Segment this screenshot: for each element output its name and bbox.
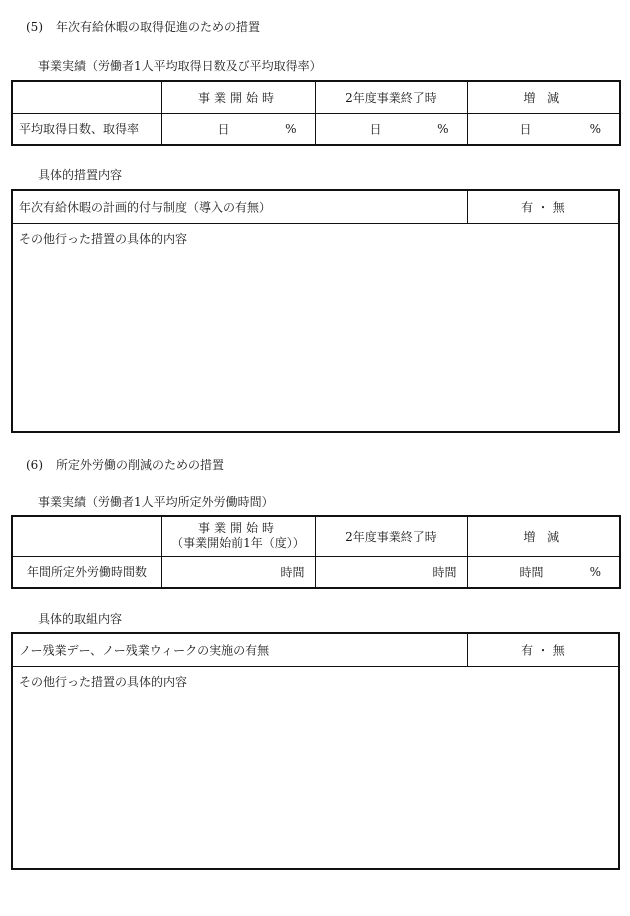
table-header-row (12, 81, 620, 113)
section5-number: (5) (26, 20, 43, 34)
unit-percent: % (437, 121, 449, 136)
unit-hours: 時間 (432, 565, 457, 580)
table-header-start-line1: 事業開始時 (197, 521, 278, 536)
table-row (12, 556, 620, 588)
unit-day: 日 (369, 122, 382, 137)
value-cell-change[interactable] (467, 113, 620, 145)
planned-leave-row (13, 191, 618, 224)
table-header-empty (12, 81, 161, 113)
unit-percent: % (589, 121, 601, 136)
table-header-end: 2年度事業終了時 (315, 516, 467, 556)
row-label-overtime-hours: 年間所定外労働時間数 (12, 556, 161, 588)
section6-results-caption: 事業実績（労働者1人平均所定外労働時間） (38, 495, 274, 509)
other-measures-label: その他行った措置の具体的内容 (19, 232, 188, 246)
table-header-start (161, 516, 315, 556)
value-cell-start[interactable] (161, 556, 315, 588)
section6-measures-caption: 具体的取組内容 (38, 612, 123, 626)
table-header-start-line2: （事業開始前1年（度）） (171, 536, 305, 551)
no-overtime-day-label: ノー残業デー、ノー残業ウィークの実施の有無 (19, 643, 270, 658)
yes-no-options[interactable]: 有 ・ 無 (521, 643, 565, 658)
table-header-end: 2年度事業終了時 (315, 81, 467, 113)
section5-results-caption: 事業実績（労働者1人平均取得日数及び平均取得率） (38, 59, 322, 73)
unit-percent: % (589, 564, 601, 579)
section5-measures-box (11, 189, 620, 433)
section5-results-table (11, 80, 621, 146)
section6-measures-box (11, 632, 620, 870)
planned-leave-label: 年次有給休暇の計画的付与制度（導入の有無） (19, 200, 272, 215)
section6-title: 所定外労働の削減のための措置 (56, 458, 225, 472)
table-header-empty (12, 516, 161, 556)
table-header-row (12, 516, 620, 556)
section5-measures-caption: 具体的措置内容 (38, 168, 123, 182)
value-cell-start[interactable] (161, 113, 315, 145)
table-header-change: 増 減 (467, 81, 620, 113)
section5-title: 年次有給休暇の取得促進のための措置 (56, 20, 261, 34)
other-measures-label: その他行った措置の具体的内容 (19, 675, 188, 689)
no-overtime-day-row (13, 634, 618, 667)
section6-results-table (11, 515, 621, 589)
section6-heading (26, 456, 224, 473)
yes-no-options[interactable]: 有 ・ 無 (521, 200, 565, 215)
section5-heading (26, 18, 260, 35)
unit-hours: 時間 (280, 565, 305, 580)
unit-percent: % (285, 121, 297, 136)
table-header-start: 事業開始時 (161, 81, 315, 113)
table-header-change: 増 減 (467, 516, 620, 556)
unit-hours: 時間 (519, 565, 544, 580)
unit-day: 日 (519, 122, 532, 137)
unit-day: 日 (217, 122, 230, 137)
value-cell-end[interactable] (315, 556, 467, 588)
value-cell-change[interactable] (467, 556, 620, 588)
section6-number: (6) (26, 458, 43, 472)
value-cell-end[interactable] (315, 113, 467, 145)
row-label-average-days-rate: 平均取得日数、取得率 (12, 113, 161, 145)
table-row (12, 113, 620, 145)
